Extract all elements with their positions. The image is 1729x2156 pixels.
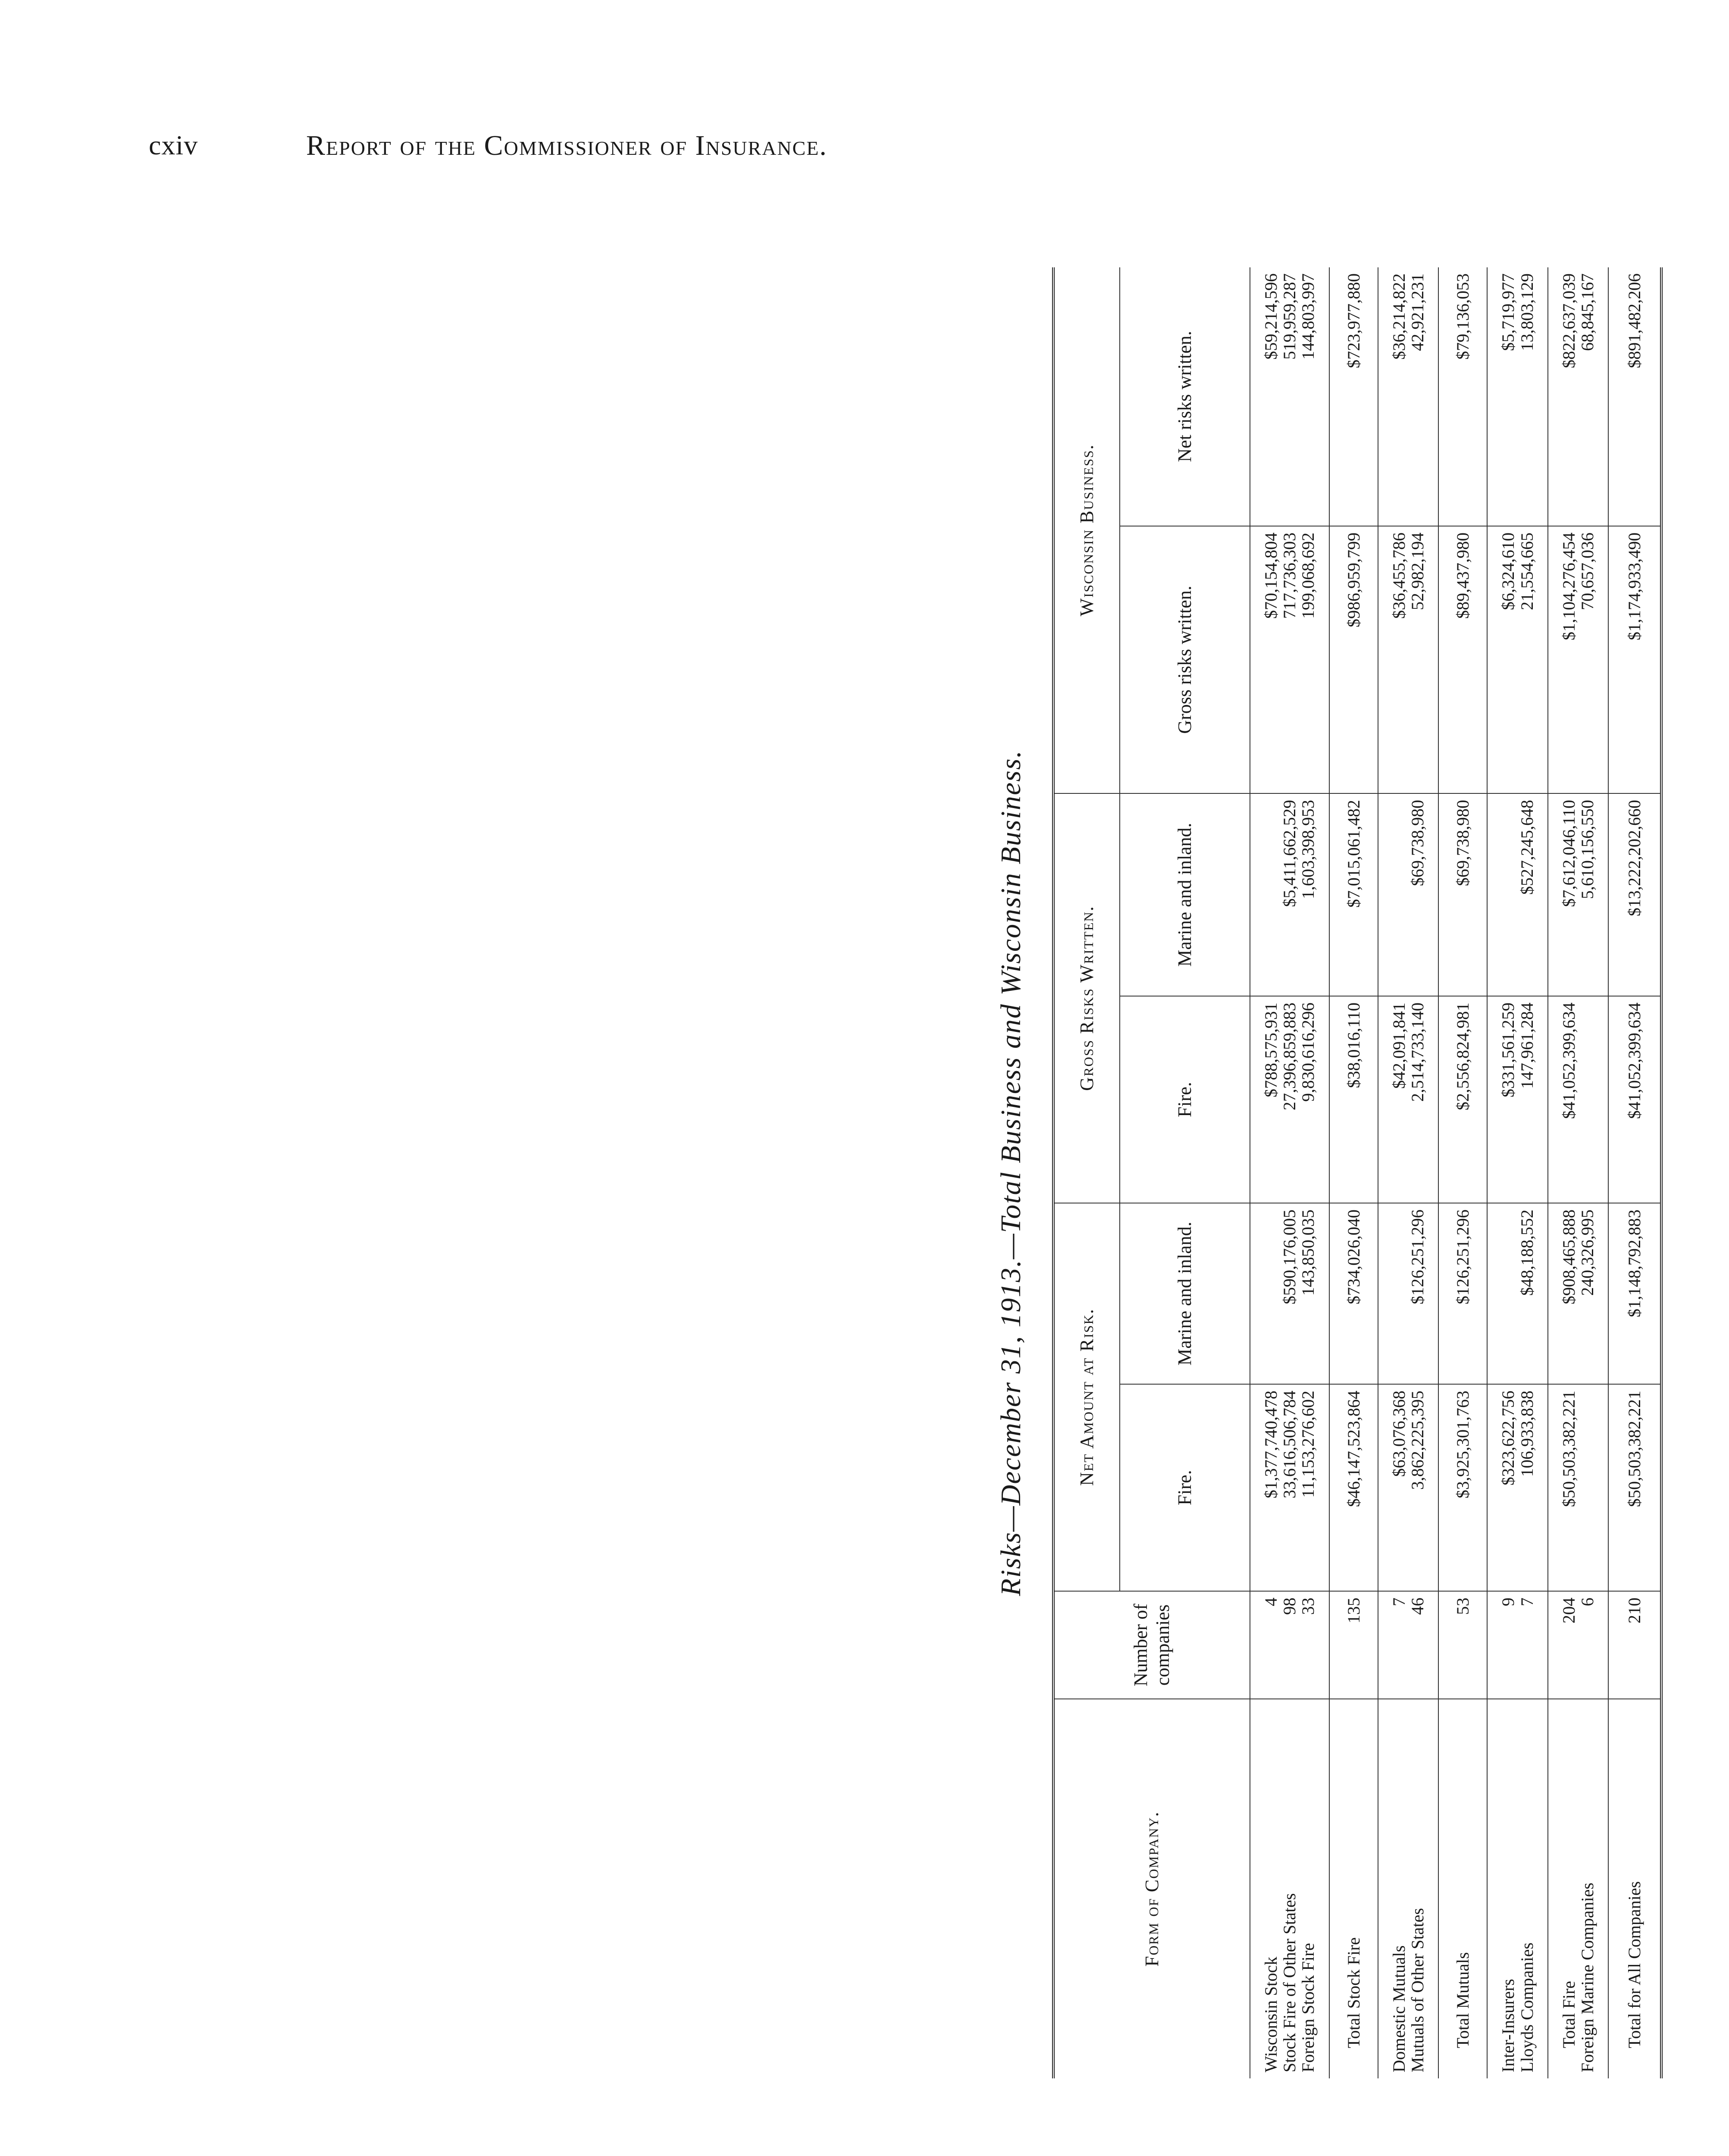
gross-fire-cells bbox=[1548, 996, 1608, 1203]
table-row-grand-total bbox=[1608, 267, 1661, 2078]
gross-marine-cells bbox=[1378, 793, 1438, 996]
company-counts bbox=[1487, 1591, 1547, 1699]
cell: $3,925,301,763 bbox=[1438, 1384, 1487, 1591]
cell: $1,377,740,478 bbox=[1261, 1391, 1281, 1498]
wisconsin-net-cells bbox=[1548, 267, 1608, 526]
table-row bbox=[1548, 267, 1608, 2078]
cell: 7 bbox=[1517, 1598, 1537, 1606]
running-title: Report of the Commissioner of Insurance. bbox=[306, 130, 827, 161]
page-number: cxiv bbox=[149, 130, 198, 160]
cell: $5,719,977 bbox=[1498, 273, 1518, 351]
cell: $788,575,931 bbox=[1261, 1003, 1281, 1097]
cell: $13,222,202,660 bbox=[1608, 793, 1661, 996]
cell: $70,154,804 bbox=[1261, 532, 1281, 619]
wisconsin-net-cells bbox=[1487, 267, 1547, 526]
wisconsin-net-cells bbox=[1378, 267, 1438, 526]
gross-fire-header: Fire. bbox=[1120, 996, 1250, 1203]
cell: $5,411,662,529 bbox=[1280, 799, 1300, 907]
row-labels bbox=[1487, 1699, 1547, 2078]
row-label: Lloyds Companies bbox=[1517, 1942, 1537, 2072]
cell: $6,324,610 bbox=[1498, 532, 1518, 610]
cell: $59,214,596 bbox=[1261, 273, 1281, 360]
cell: 68,845,167 bbox=[1577, 273, 1597, 351]
cell: 13,803,129 bbox=[1517, 273, 1537, 351]
net-marine-cells bbox=[1487, 1203, 1547, 1384]
cell: $7,612,046,110 bbox=[1559, 799, 1579, 907]
cell: 519,959,287 bbox=[1280, 273, 1300, 360]
row-label: Inter-Insurers bbox=[1498, 1979, 1518, 2072]
company-counts bbox=[1548, 1591, 1608, 1699]
cell: $42,091,841 bbox=[1389, 1003, 1409, 1089]
net-marine-cells bbox=[1548, 1203, 1608, 1384]
cell: 70,657,036 bbox=[1577, 532, 1597, 610]
cell: $908,465,888 bbox=[1559, 1210, 1579, 1304]
cell: 9,830,616,296 bbox=[1298, 1003, 1318, 1102]
number-of-companies-header: Number of companies bbox=[1053, 1591, 1250, 1699]
row-label: Total Fire bbox=[1559, 1981, 1579, 2048]
gross-fire-cells bbox=[1378, 996, 1438, 1203]
cell: $323,622,756 bbox=[1498, 1391, 1518, 1485]
risks-table bbox=[1052, 267, 1663, 2078]
cell: 33,616,506,784 bbox=[1280, 1391, 1300, 1498]
cell: $69,738,980 bbox=[1407, 799, 1427, 886]
cell: 21,554,665 bbox=[1517, 532, 1537, 610]
cell: 52,982,194 bbox=[1407, 532, 1427, 610]
cell: 135 bbox=[1329, 1591, 1378, 1699]
cell bbox=[1390, 1210, 1408, 1378]
cell: 7 bbox=[1389, 1598, 1409, 1606]
cell: $1,104,276,454 bbox=[1559, 532, 1579, 640]
cell: $590,176,005 bbox=[1280, 1210, 1300, 1304]
cell: $48,188,552 bbox=[1517, 1210, 1537, 1296]
net-fire-cells bbox=[1250, 1384, 1329, 1591]
cell: $7,015,061,482 bbox=[1329, 793, 1378, 996]
cell: 240,326,995 bbox=[1577, 1210, 1597, 1296]
gross-fire-cells bbox=[1250, 996, 1329, 1203]
cell: $46,147,523,864 bbox=[1329, 1384, 1378, 1591]
cell: $38,016,110 bbox=[1329, 996, 1378, 1203]
wisconsin-net-cells bbox=[1250, 267, 1329, 526]
cell: $891,482,206 bbox=[1608, 267, 1661, 526]
gross-marine-cells bbox=[1548, 793, 1608, 996]
cell: 5,610,156,550 bbox=[1577, 799, 1597, 899]
row-label: Total Mutuals bbox=[1438, 1699, 1487, 2078]
wisconsin-gross-cells bbox=[1378, 526, 1438, 793]
cell: 143,850,035 bbox=[1298, 1210, 1318, 1296]
cell: 1,603,398,953 bbox=[1298, 799, 1318, 899]
net-fire-cells bbox=[1487, 1384, 1547, 1591]
gross-marine-header: Marine and inland. bbox=[1120, 793, 1250, 996]
cell bbox=[1262, 1210, 1280, 1378]
gross-marine-cells bbox=[1487, 793, 1547, 996]
wisconsin-gross-cells bbox=[1487, 526, 1547, 793]
company-counts bbox=[1378, 1591, 1438, 1699]
cell: 2,514,733,140 bbox=[1407, 1003, 1427, 1102]
row-labels bbox=[1548, 1699, 1608, 2078]
cell: 717,736,303 bbox=[1280, 532, 1300, 619]
net-marine-cells bbox=[1250, 1203, 1329, 1384]
cell bbox=[1578, 1391, 1597, 1585]
cell: 42,921,231 bbox=[1407, 273, 1427, 351]
cell bbox=[1499, 1210, 1517, 1378]
table-row-total bbox=[1329, 267, 1378, 2078]
cell: 9 bbox=[1498, 1598, 1518, 1606]
row-labels bbox=[1250, 1699, 1329, 2078]
wisconsin-business-header: Wisconsin Business. bbox=[1053, 267, 1120, 793]
cell: $1,148,792,883 bbox=[1608, 1203, 1661, 1384]
cell: $63,076,368 bbox=[1389, 1391, 1409, 1477]
cell: 33 bbox=[1298, 1598, 1318, 1615]
cell: $89,437,980 bbox=[1438, 526, 1487, 793]
cell: $69,738,980 bbox=[1438, 793, 1487, 996]
net-marine-header: Marine and inland. bbox=[1120, 1203, 1250, 1384]
rotated-table-frame bbox=[987, 267, 1729, 2078]
cell: 53 bbox=[1438, 1591, 1487, 1699]
table-row bbox=[1250, 267, 1329, 2078]
wisconsin-gross-cells bbox=[1548, 526, 1608, 793]
cell bbox=[1262, 800, 1280, 990]
cell: $126,251,296 bbox=[1407, 1210, 1427, 1304]
cell: $331,561,259 bbox=[1498, 1003, 1518, 1097]
row-label: Foreign Stock Fire bbox=[1298, 1943, 1318, 2072]
row-label: Total Stock Fire bbox=[1329, 1699, 1378, 2078]
cell: $527,245,648 bbox=[1517, 799, 1537, 895]
cell: $36,214,822 bbox=[1389, 273, 1409, 360]
table-row bbox=[1487, 267, 1547, 2078]
wisconsin-gross-header: Gross risks written. bbox=[1120, 526, 1250, 793]
gross-fire-cells bbox=[1487, 996, 1547, 1203]
cell: $36,455,786 bbox=[1389, 532, 1409, 619]
cell: 11,153,276,602 bbox=[1298, 1391, 1318, 1498]
table-body bbox=[1250, 267, 1661, 2078]
cell: 144,803,997 bbox=[1298, 273, 1318, 360]
row-label: Stock Fire of Other States bbox=[1280, 1893, 1300, 2072]
cell: $822,637,039 bbox=[1559, 273, 1579, 368]
net-fire-header: Fire. bbox=[1120, 1384, 1250, 1591]
cell: 210 bbox=[1608, 1591, 1661, 1699]
gross-risks-header: Gross Risks Written. bbox=[1053, 793, 1120, 1203]
cell: 204 bbox=[1559, 1598, 1579, 1623]
row-label: Domestic Mutuals bbox=[1389, 1945, 1409, 2072]
wisconsin-gross-cells bbox=[1250, 526, 1329, 793]
cell bbox=[1499, 800, 1517, 990]
cell: $41,052,399,634 bbox=[1559, 1003, 1579, 1119]
net-fire-cells bbox=[1548, 1384, 1608, 1591]
cell: $79,136,053 bbox=[1438, 267, 1487, 526]
cell: $1,174,933,490 bbox=[1608, 526, 1661, 793]
cell: $126,251,296 bbox=[1438, 1203, 1487, 1384]
cell: 199,068,692 bbox=[1298, 532, 1318, 619]
cell: 46 bbox=[1407, 1598, 1427, 1615]
cell: 3,862,225,395 bbox=[1407, 1391, 1427, 1490]
row-label: Total for All Companies bbox=[1608, 1699, 1661, 2078]
wisconsin-net-header: Net risks written. bbox=[1120, 267, 1250, 526]
table-title: Risks—December 31, 1913.—Total Business and Wisconsin Business. bbox=[995, 749, 1027, 1596]
cell bbox=[1578, 1003, 1597, 1197]
cell: $50,503,382,221 bbox=[1559, 1391, 1579, 1507]
cell: $986,959,799 bbox=[1329, 526, 1378, 793]
cell: 106,933,838 bbox=[1517, 1391, 1537, 1477]
net-amount-header: Net Amount at Risk. bbox=[1053, 1203, 1120, 1591]
cell: $50,503,382,221 bbox=[1608, 1384, 1661, 1591]
cell: 147,961,284 bbox=[1517, 1003, 1537, 1089]
cell: $2,556,824,981 bbox=[1438, 996, 1487, 1203]
cell bbox=[1390, 800, 1408, 990]
row-label: Wisconsin Stock bbox=[1261, 1956, 1281, 2072]
table-row-total bbox=[1438, 267, 1487, 2078]
net-fire-cells bbox=[1378, 1384, 1438, 1591]
row-label: Foreign Marine Companies bbox=[1577, 1883, 1597, 2072]
cell: $41,052,399,634 bbox=[1608, 996, 1661, 1203]
net-marine-cells bbox=[1378, 1203, 1438, 1384]
gross-marine-cells bbox=[1250, 793, 1329, 996]
cell: 4 bbox=[1261, 1598, 1281, 1606]
cell: $734,026,040 bbox=[1329, 1203, 1378, 1384]
form-of-company-header: Form of Company. bbox=[1053, 1699, 1250, 2078]
cell: 6 bbox=[1577, 1598, 1597, 1606]
cell: 98 bbox=[1280, 1598, 1300, 1615]
page-header bbox=[149, 129, 1046, 181]
cell: $723,977,880 bbox=[1329, 267, 1378, 526]
row-label: Mutuals of Other States bbox=[1407, 1908, 1427, 2072]
cell: 27,396,859,883 bbox=[1280, 1003, 1300, 1110]
row-labels bbox=[1378, 1699, 1438, 2078]
table-row bbox=[1378, 267, 1438, 2078]
company-counts bbox=[1250, 1591, 1329, 1699]
